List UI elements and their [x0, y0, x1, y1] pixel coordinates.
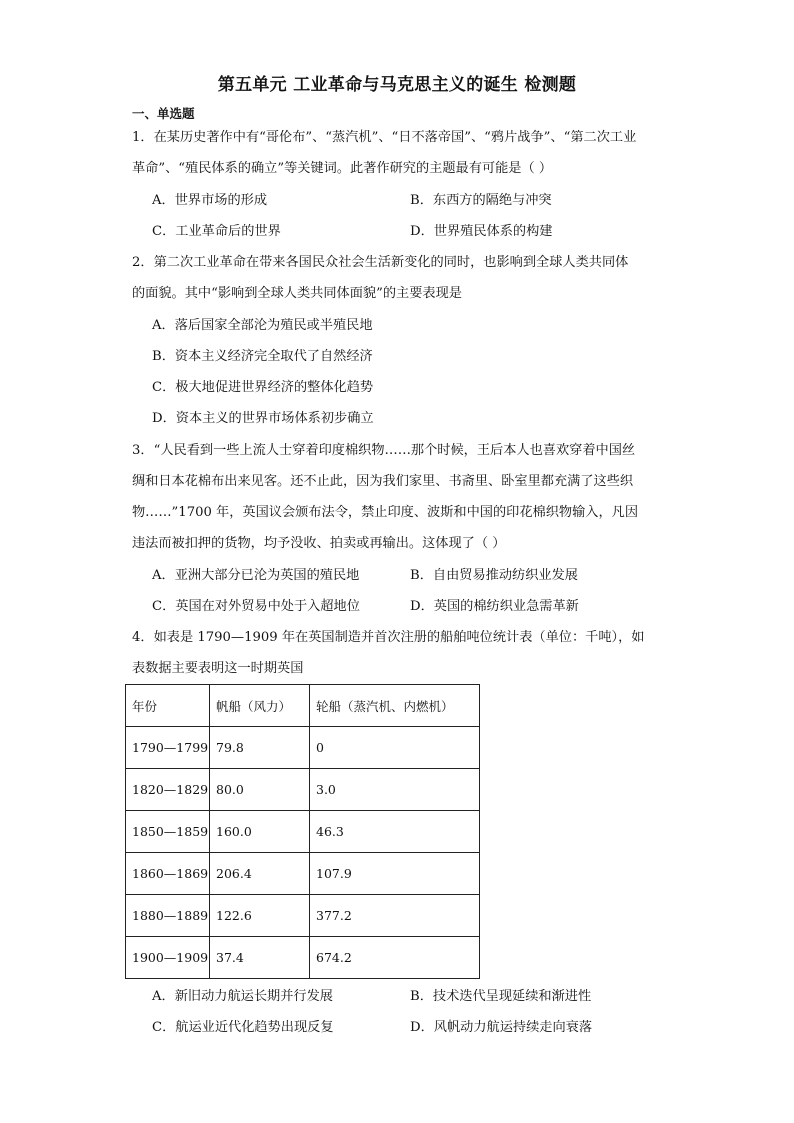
table-row — [126, 769, 480, 811]
q1-option-b: B．东西方的隔绝与冲突 — [410, 193, 552, 208]
table-cell: 1790—1799 — [126, 727, 210, 769]
q3-option-c: C．英国在对外贸易中处于入超地位 — [152, 599, 360, 614]
table-cell: 46.3 — [310, 811, 480, 853]
table-cell: 79.8 — [210, 727, 310, 769]
table-cell: 3.0 — [310, 769, 480, 811]
table-row — [126, 937, 480, 979]
section-heading: 一、单选题 — [132, 106, 195, 121]
q1-stem-line-1: 1．在某历史著作中有“哥伦布”、“蒸汽机”、“日不落帝国”、“鸦片战争”、“第二次工业 — [132, 130, 637, 145]
table-cell: 1820—1829 — [126, 769, 210, 811]
table-cell: 107.9 — [310, 853, 480, 895]
q4-option-c: C．航运业近代化趋势出现反复 — [152, 1020, 334, 1035]
table-cell: 122.6 — [210, 895, 310, 937]
table-cell: 37.4 — [210, 937, 310, 979]
q2-option-b: B．资本主义经济完全取代了自然经济 — [152, 349, 373, 364]
table-header-cell: 年份 — [126, 685, 210, 727]
q4-option-d: D．风帆动力航运持续走向衰落 — [410, 1020, 593, 1035]
table-cell: 674.2 — [310, 937, 480, 979]
q1-option-d: D．世界殖民体系的构建 — [410, 224, 553, 239]
table-row — [126, 853, 480, 895]
q3-stem-line-1: 3．“人民看到一些上流人士穿着印度棉织物……那个时候，王后本人也喜欢穿着中国丝 — [132, 443, 636, 458]
q3-stem-line-2: 绸和日本花棉布出来见客。还不止此，因为我们家里、书斋里、卧室里都充满了这些织 — [132, 474, 634, 489]
table-cell: 160.0 — [210, 811, 310, 853]
table-cell: 1850—1859 — [126, 811, 210, 853]
tonnage-table — [125, 684, 480, 979]
q2-option-c: C．极大地促进世界经济的整体化趋势 — [152, 380, 374, 395]
q1-stem-line-2: 革命”、“殖民体系的确立”等关键词。此著作研究的主题最有可能是（ ） — [132, 161, 553, 176]
table-cell: 1900—1909 — [126, 937, 210, 979]
table-cell: 377.2 — [310, 895, 480, 937]
q2-option-d: D．资本主义的世界市场体系初步确立 — [152, 411, 374, 426]
table-row — [126, 727, 480, 769]
q2-stem-line-1: 2．第二次工业革命在带来各国民众社会生活新变化的同时，也影响到全球人类共同体 — [132, 255, 629, 270]
table-cell: 1880—1889 — [126, 895, 210, 937]
q3-option-d: D．英国的棉纺织业急需革新 — [410, 599, 579, 614]
q4-stem-line-1: 4．如表是 1790—1909 年在英国制造并首次注册的船舶吨位统计表（单位：千吨），如 — [132, 630, 645, 645]
q3-stem-line-3: 物……”1700 年，英国议会颁布法令，禁止印度、波斯和中国的印花棉织物输入，凡因 — [132, 505, 639, 520]
q3-stem-line-4: 违法而被扣押的货物，均予没收、拍卖或再输出。这体现了（ ） — [132, 536, 506, 551]
table-header-row — [126, 685, 480, 727]
q3-option-a: A．亚洲大部分已沦为英国的殖民地 — [152, 568, 360, 583]
q4-stem-line-2: 表数据主要表明这一时期英国 — [132, 661, 304, 676]
q2-stem-line-2: 的面貌。其中“影响到全球人类共同体面貌”的主要表现是 — [132, 286, 462, 301]
table-cell: 80.0 — [210, 769, 310, 811]
table-cell: 0 — [310, 727, 480, 769]
table-cell: 1860—1869 — [126, 853, 210, 895]
table-row — [126, 895, 480, 937]
q1-option-a: A．世界市场的形成 — [152, 193, 268, 208]
q4-option-a: A．新旧动力航运长期并行发展 — [152, 989, 333, 1004]
q4-option-b: B．技术迭代呈现延续和渐进性 — [410, 989, 592, 1004]
page-title: 第五单元 工业革命与马克思主义的诞生 检测题 — [217, 75, 577, 95]
table-header-cell: 帆船（风力） — [210, 685, 310, 727]
table-header-cell: 轮船（蒸汽机、内燃机） — [310, 685, 480, 727]
q2-option-a: A．落后国家全部沦为殖民或半殖民地 — [152, 318, 373, 333]
q1-option-c: C．工业革命后的世界 — [152, 224, 281, 239]
q3-option-b: B．自由贸易推动纺织业发展 — [410, 568, 578, 583]
table-cell: 206.4 — [210, 853, 310, 895]
table-row — [126, 811, 480, 853]
